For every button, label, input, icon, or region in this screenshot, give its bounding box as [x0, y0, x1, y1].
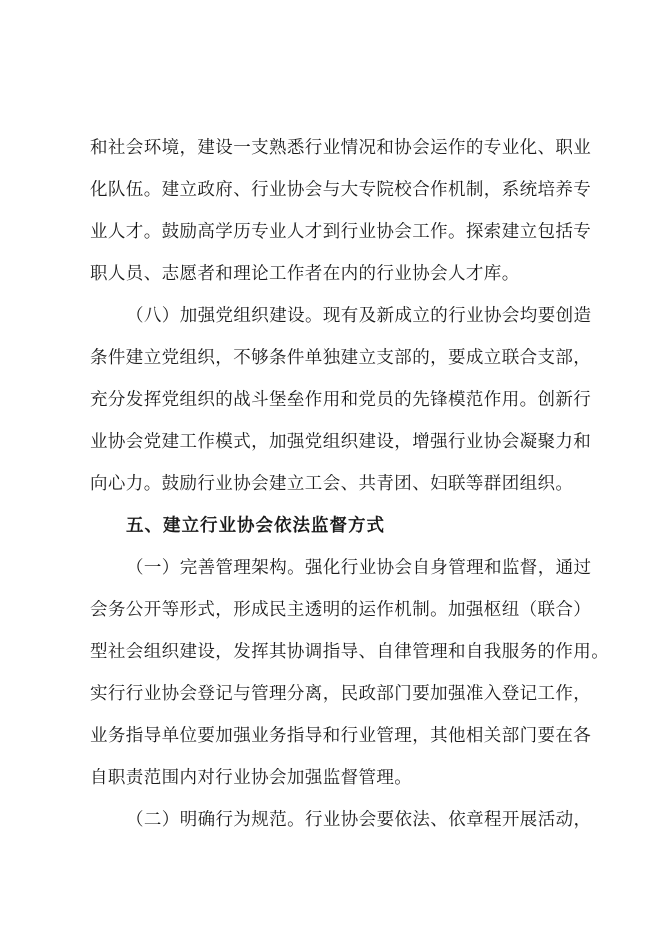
text-line: 实行行业协会登记与管理分离，民政部门要加强准入登记工作，	[90, 684, 592, 704]
text-line: 条件建立党组织，不够条件单独建立支部的，要成立联合支部，	[90, 348, 592, 368]
text-line: （一）完善管理架构。强化行业协会自身管理和监督，通过	[126, 558, 592, 578]
text-line: 型社会组织建设，发挥其协调指导、自律管理和自我服务的作用。	[90, 642, 610, 662]
text-line: 充分发挥党组织的战斗堡垒作用和党员的先锋模范作用。创新行	[90, 390, 592, 410]
text-line: 业人才。鼓励高学历专业人才到行业协会工作。探索建立包括专	[90, 222, 592, 242]
text-line: 会务公开等形式，形成民主透明的运作机制。加强枢纽（联合）	[90, 600, 592, 620]
text-line: 自职责范围内对行业协会加强监督管理。	[90, 768, 413, 788]
text-line: （二）明确行为规范。行业协会要依法、依章程开展活动，	[126, 810, 592, 830]
text-line: （八）加强党组织建设。现有及新成立的行业协会均要创造	[126, 306, 592, 326]
text-line: 和社会环境，建设一支熟悉行业情况和协会运作的专业化、职业	[90, 138, 592, 158]
text-line: 化队伍。建立政府、行业协会与大专院校合作机制，系统培养专	[90, 180, 592, 200]
section-heading: 五、建立行业协会依法监督方式	[126, 516, 385, 536]
text-line: 业务指导单位要加强业务指导和行业管理，其他相关部门要在各	[90, 726, 592, 746]
text-line: 业协会党建工作模式，加强党组织建设，增强行业协会凝聚力和	[90, 432, 592, 452]
text-line: 向心力。鼓励行业协会建立工会、共青团、妇联等群团组织。	[90, 474, 574, 494]
text-line: 职人员、志愿者和理论工作者在内的行业协会人才库。	[90, 264, 520, 284]
